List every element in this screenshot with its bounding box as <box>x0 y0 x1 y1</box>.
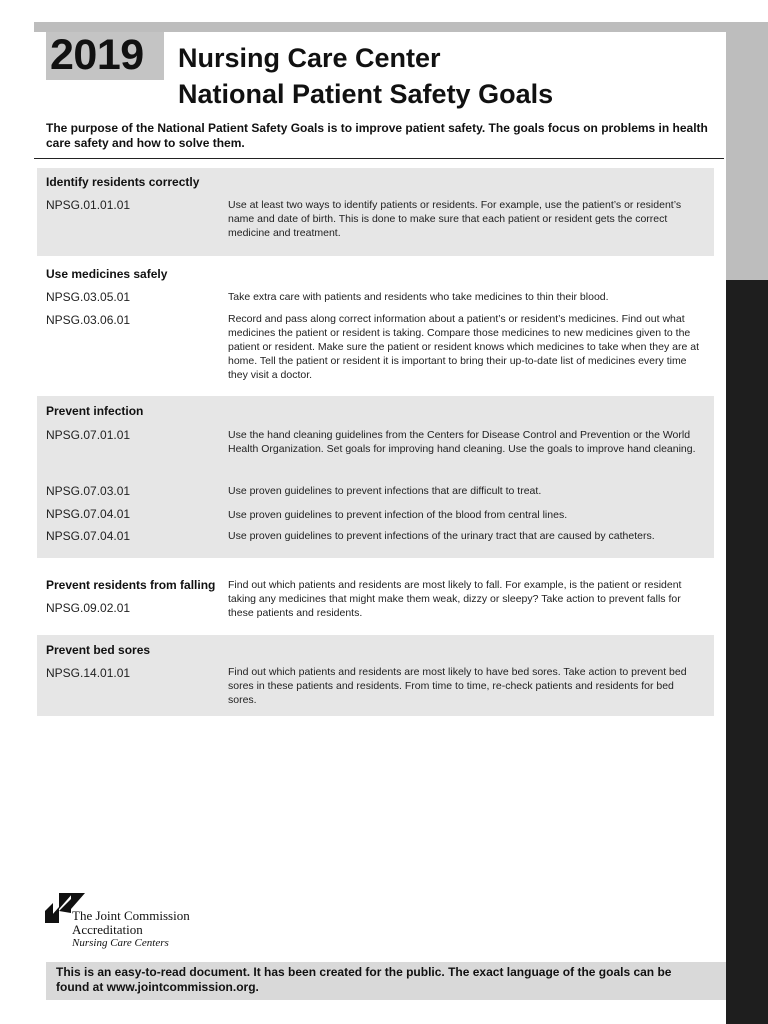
goal-code: NPSG.07.04.01 <box>46 529 131 543</box>
document-title <box>178 40 553 112</box>
section-title: Prevent infection <box>46 404 144 418</box>
title-line-1: Nursing Care Center <box>178 43 441 73</box>
section-identify-residents <box>37 168 714 256</box>
logo-name: The Joint Commission <box>72 908 190 923</box>
goal-code: NPSG.01.01.01 <box>46 198 131 212</box>
goal-description: Use proven guidelines to prevent infection of the blood from central lines. <box>228 509 568 521</box>
goal-code: NPSG.07.01.01 <box>46 428 131 442</box>
goal-code: NPSG.07.04.01 <box>46 507 131 521</box>
footer-text: This is an easy-to-read document. It has been created for the public. The exact language of the goals can be found at www.jointcommission.org. <box>56 965 672 994</box>
goal-description: Use at least two ways to identify patients or residents. For example, use the patient’s or resident’s name and date of birth. This is done to make sure that each patient or resident gets the correct medicine and treatment. <box>228 199 682 239</box>
section-title: Identify residents correctly <box>46 175 200 189</box>
logo-accreditation: Accreditation <box>72 922 143 937</box>
year-label: 2019 <box>50 31 144 79</box>
goal-description: Take extra care with patients and residents who take medicines to thin their blood. <box>228 291 609 303</box>
header-divider <box>34 158 724 159</box>
goal-code: NPSG.14.01.01 <box>46 666 131 680</box>
intro-paragraph: The purpose of the National Patient Safety Goals is to improve patient safety. The goals focus on problems in health care safety and how to solve them. <box>46 121 708 150</box>
goal-code: NPSG.03.05.01 <box>46 290 131 304</box>
section-bed-sores <box>37 635 714 716</box>
goal-description: Find out which patients and residents are most likely to fall. For example, is the patient or resident taking any medicines that might make them weak, dizzy or sleepy? Take action to prevent falls for these patients and residents. <box>228 579 682 619</box>
side-bar-black <box>726 280 768 1024</box>
joint-commission-logo <box>45 893 205 953</box>
goal-code: NPSG.03.06.01 <box>46 313 131 327</box>
section-prevent-infection <box>37 396 714 558</box>
section-title: Use medicines safely <box>46 267 168 281</box>
goal-description: Find out which patients and residents are most likely to have bed sores. Take action to prevent bed sores in these patients and residents. From time to time, re-check patients and residents for bed sores. <box>228 666 687 706</box>
section-title: Prevent residents from falling <box>46 578 216 592</box>
goal-description: Use the hand cleaning guidelines from the Centers for Disease Control and Prevention or the World Health Organization. Set goals for improving hand cleaning. Use the goals to improve hand cleaning. <box>228 429 696 455</box>
logo-program: Nursing Care Centers <box>72 937 169 949</box>
title-line-2: National Patient Safety Goals <box>178 79 554 109</box>
goal-code: NPSG.09.02.01 <box>46 601 131 615</box>
goal-description: Use proven guidelines to prevent infections of the urinary tract that are caused by catheters. <box>228 530 655 542</box>
section-medicines-safely <box>37 256 714 396</box>
goal-description: Use proven guidelines to prevent infections that are difficult to treat. <box>228 485 542 497</box>
side-bar-gray <box>726 22 768 280</box>
section-prevent-falling <box>37 570 714 632</box>
goal-code: NPSG.07.03.01 <box>46 484 131 498</box>
section-title: Prevent bed sores <box>46 643 151 657</box>
footer-note <box>46 962 726 1000</box>
goal-description: Record and pass along correct information about a patient’s or resident’s medicines. Find out what medicines the patient or resident is taking. Compare those medicines to new medicines given to the patient or resident. Make sure the patient or resident knows which medicines to take when they are at home. Tell the patient or resident it is important to bring their up-to-date list of medicines every time they visit a doctor. <box>228 313 700 381</box>
